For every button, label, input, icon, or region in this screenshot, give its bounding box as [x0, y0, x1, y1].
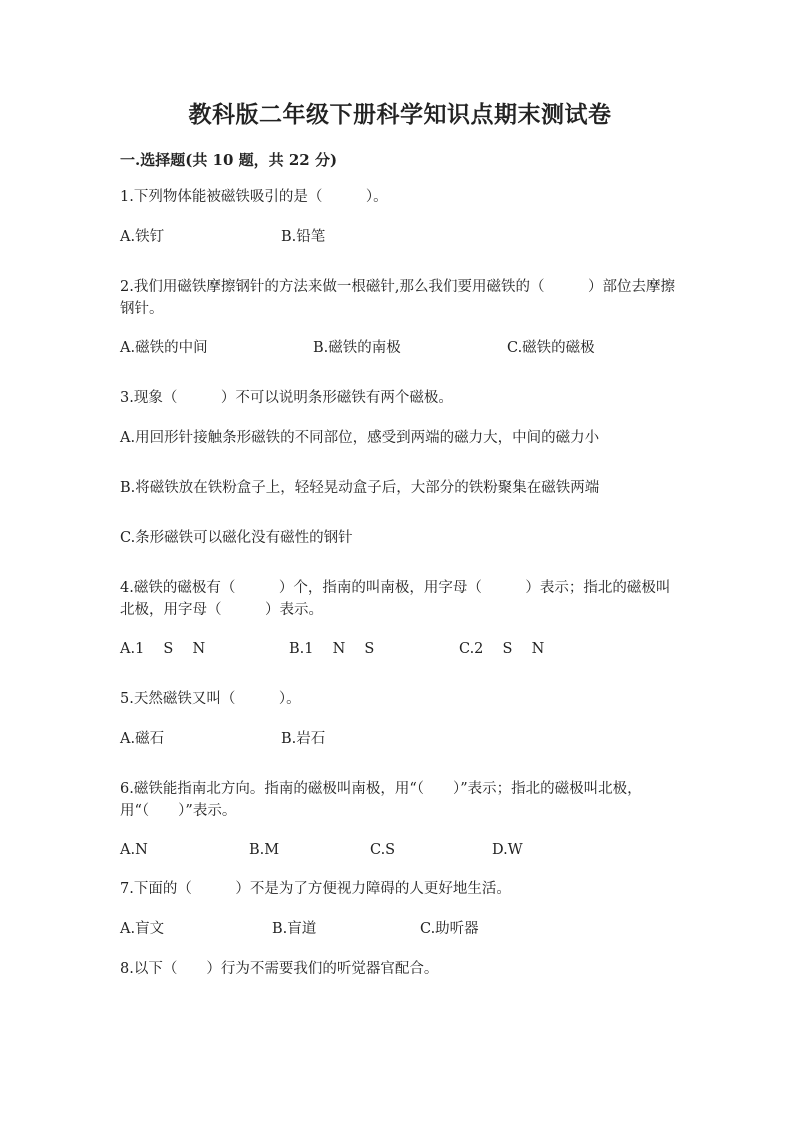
section-heading: 一.选择题(共 10 题，共 22 分) [120, 151, 338, 169]
q2-option-b[interactable]: B.磁铁的南极 [313, 340, 401, 356]
q5-option-b[interactable]: B.岩石 [281, 731, 326, 747]
q3-option-a[interactable]: A.用回形针接触条形磁铁的不同部位，感受到两端的磁力大，中间的磁力小 [120, 430, 600, 446]
question-1: 1.下列物体能被磁铁吸引的是（ ）。 [120, 189, 388, 205]
q4-option-a[interactable]: A.1 S N [120, 641, 206, 657]
q7-option-b[interactable]: B.盲道 [272, 921, 317, 937]
question-2: 2.我们用磁铁摩擦钢针的方法来做一根磁针,那么我们要用磁铁的（ ）部位去摩擦钢针。 [120, 279, 675, 317]
question-6: 6.磁铁能指南北方向。指南的磁极叫南极，用“（ ）”表示；指北的磁极叫北极，用“（ ）”表示。 [120, 781, 642, 819]
q2-option-c[interactable]: C.磁铁的磁极 [507, 340, 595, 356]
q7-option-c[interactable]: C.助听器 [420, 921, 479, 937]
q6-option-c[interactable]: C.S [370, 842, 396, 858]
question-7: 7.下面的（ ）不是为了方便视力障碍的人更好地生活。 [120, 881, 511, 897]
question-8: 8.以下（ ）行为不需要我们的听觉器官配合。 [120, 961, 439, 977]
q7-option-a[interactable]: A.盲文 [120, 921, 165, 937]
q6-option-d[interactable]: D.W [492, 842, 523, 858]
q2-option-a[interactable]: A.磁铁的中间 [120, 340, 208, 356]
q6-option-b[interactable]: B.M [249, 842, 280, 858]
q4-option-b[interactable]: B.1 N S [289, 641, 375, 657]
q4-option-c[interactable]: C.2 S N [459, 641, 545, 657]
q3-option-c[interactable]: C.条形磁铁可以磁化没有磁性的钢针 [120, 530, 353, 546]
q1-option-a[interactable]: A.铁钉 [120, 229, 165, 245]
question-3: 3.现象（ ）不可以说明条形磁铁有两个磁极。 [120, 390, 453, 406]
q3-option-b[interactable]: B.将磁铁放在铁粉盒子上，轻轻晃动盒子后，大部分的铁粉聚集在磁铁两端 [120, 480, 600, 496]
page-title: 教科版二年级下册科学知识点期末测试卷 [188, 101, 612, 128]
question-4: 4.磁铁的磁极有（ ）个，指南的叫南极，用字母（ ）表示；指北的磁极叫北极，用字母（ ）表示。 [120, 580, 671, 618]
question-5: 5.天然磁铁又叫（ ）。 [120, 691, 301, 707]
q6-option-a[interactable]: A.N [120, 842, 148, 858]
q1-option-b[interactable]: B.铅笔 [281, 229, 326, 245]
q5-option-a[interactable]: A.磁石 [120, 731, 165, 747]
